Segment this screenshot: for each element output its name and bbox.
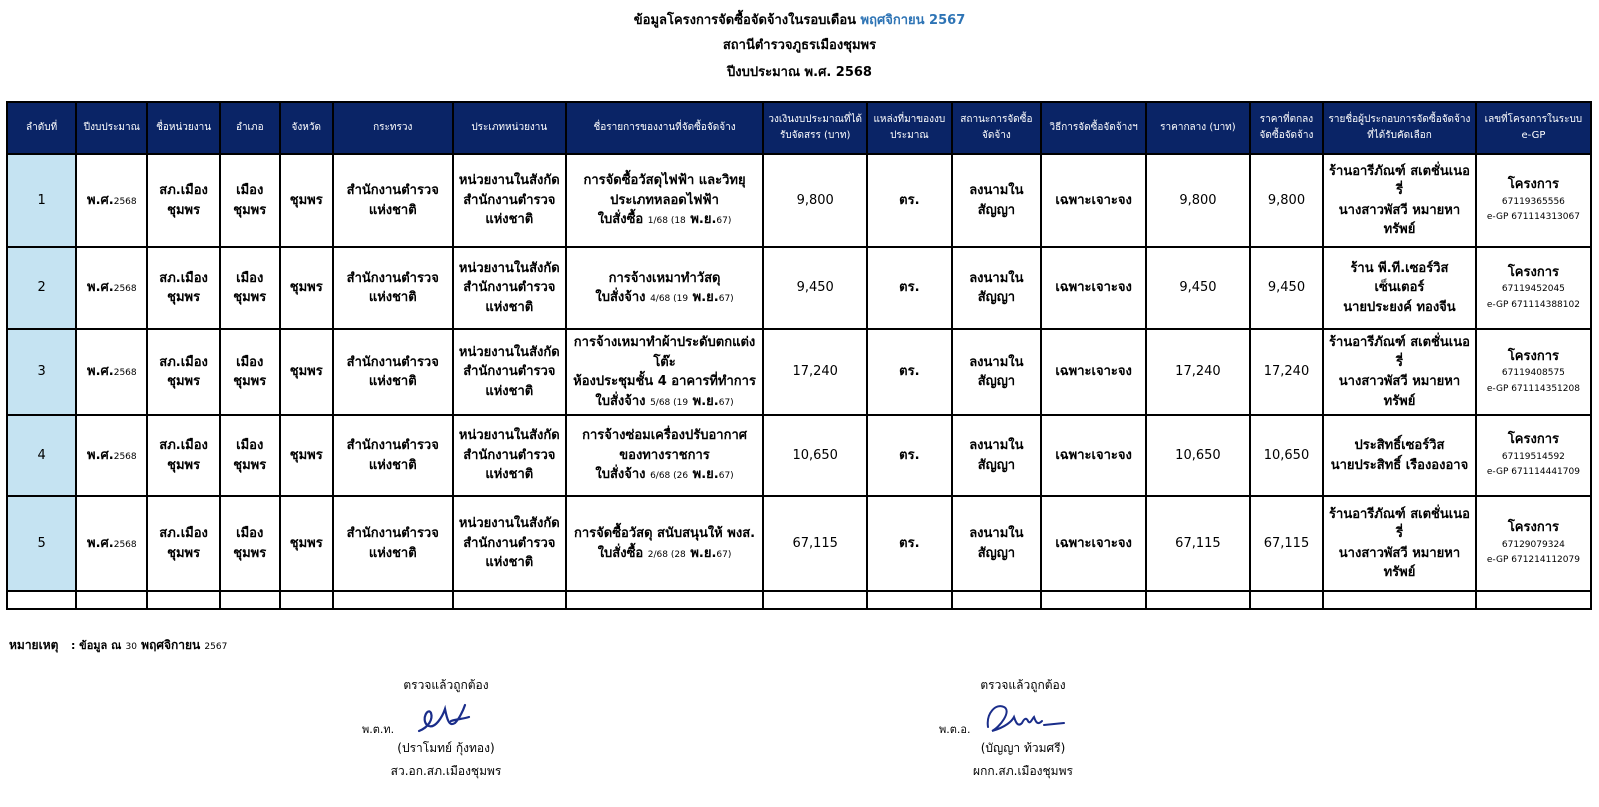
cell-status: ลงนามในสัญญา (952, 247, 1042, 329)
egp-contract-no: e-GP 671114313067 (1486, 212, 1580, 223)
vendor-name: ร้าน พี.ที.เซอร์วิส เซ็นเตอร์ (1350, 260, 1449, 296)
year-value: 2568 (113, 451, 137, 462)
cell-province: ชุมพร (280, 496, 333, 591)
item-line2: ประเภทหลอดไฟฟ้า (610, 192, 719, 208)
col-header-vendor: รายชื่อผู้ประกอบการจัดซื้อจัดจ้างที่ได้รับคัดเลือก (1323, 102, 1476, 154)
cell-province: ชุมพร (280, 329, 333, 415)
egp-contract-no: e-GP 671114351208 (1486, 383, 1580, 394)
empty-cell (952, 591, 1042, 609)
cell-agency-type: หน่วยงานในสังกัดสำนักงานตำรวจแห่งชาติ (453, 496, 566, 591)
order-tail: 67) (718, 471, 734, 482)
vendor-contact: นางสาวพัสวี หมายหาทรัพย์ (1338, 202, 1461, 237)
col-header-budget: วงเงินงบประมาณที่ได้รับจัดสรร (บาท) (763, 102, 867, 154)
footnote-label: หมายเหตุ (9, 638, 59, 652)
egp-project-no: 67129079324 (1501, 539, 1565, 550)
year-value: 2568 (113, 368, 137, 379)
cell-egp (1476, 496, 1591, 591)
cell-item (566, 154, 763, 247)
cell-median-price: 17,240 (1146, 329, 1250, 415)
cell-item (566, 329, 763, 415)
egp-label: โครงการ (1507, 432, 1559, 448)
cell-source: ตร. (867, 496, 951, 591)
cell-agency-type: หน่วยงานในสังกัดสำนักงานตำรวจแห่งชาติ (453, 329, 566, 415)
cell-province: ชุมพร (280, 247, 333, 329)
empty-cell (7, 591, 76, 609)
fiscal-year: ปีงบประมาณ พ.ศ. 2568 (727, 65, 872, 80)
cell-district: เมืองชุมพร (220, 496, 280, 591)
egp-contract-no: e-GP 671114388102 (1486, 299, 1580, 310)
signature-2-verified: ตรวจแล้วถูกต้อง (980, 678, 1066, 692)
signature-1-verified: ตรวจแล้วถูกต้อง (403, 678, 489, 692)
order-month: พ.ย. (692, 467, 719, 483)
order-no: 4/68 (19 (650, 294, 689, 304)
empty-cell (867, 591, 951, 609)
order-month: พ.ย. (692, 393, 719, 409)
table-row-empty (7, 591, 1591, 609)
cell-status: ลงนามในสัญญา (952, 329, 1042, 415)
vendor-name: ร้านอารีภัณฑ์ สเตชั่นเนอรี่ (1329, 335, 1470, 370)
report-month: พฤศจิกายน 2567 (860, 13, 966, 28)
cell-method: เฉพาะเจาะจง (1041, 154, 1146, 247)
cell-unit: สภ.เมืองชุมพร (147, 154, 219, 247)
order-no: 1/68 (18 (647, 216, 686, 227)
empty-cell (1323, 591, 1476, 609)
cell-district: เมืองชุมพร (220, 154, 280, 247)
egp-contract-no: e-GP 671114441709 (1486, 467, 1580, 478)
col-header-status: สถานะการจัดซื้อจัดจ้าง (952, 102, 1042, 154)
cell-status: ลงนามในสัญญา (952, 415, 1042, 496)
egp-label: โครงการ (1507, 520, 1559, 536)
cell-median-price: 9,800 (1146, 154, 1250, 247)
egp-label: โครงการ (1507, 348, 1559, 364)
empty-cell (147, 591, 219, 609)
col-header-district: อำเภอ (220, 102, 280, 154)
empty-cell (1146, 591, 1250, 609)
col-header-agency-type: ประเภทหน่วยงาน (453, 102, 566, 154)
signature-2-name: (บัญญา ท้วมศรี) (980, 740, 1066, 755)
cell-vendor (1323, 496, 1476, 591)
vendor-name: ร้านอารีภัณฑ์ สเตชั่นเนอรี่ (1329, 506, 1470, 541)
cell-ministry: สำนักงานตำรวจแห่งชาติ (333, 415, 453, 496)
cell-item (566, 247, 763, 329)
cell-source: ตร. (867, 247, 951, 329)
cell-egp (1476, 154, 1591, 247)
cell-budget: 9,450 (763, 247, 867, 329)
cell-method: เฉพาะเจาะจง (1041, 415, 1146, 496)
col-header-source: แหล่งที่มาของงบประมาณ (867, 102, 951, 154)
item-line2: ของทางราชการ (619, 447, 710, 463)
order-no: 2/68 (28 (647, 549, 686, 560)
report-title-prefix: ข้อมูลโครงการจัดซื้อจัดจ้างในรอบเดือน (633, 13, 857, 28)
signature-2-rank: พ.ต.อ. (939, 723, 971, 736)
col-header-method: วิธีการจัดซื้อจัดจ้างฯ (1041, 102, 1146, 154)
egp-project-no: 67119514592 (1501, 451, 1565, 462)
year-prefix: พ.ศ. (87, 280, 114, 296)
cell-method: เฉพาะเจาะจง (1041, 247, 1146, 329)
signature-2-position: ผกก.สภ.เมืองชุมพร (973, 763, 1073, 778)
col-header-egp: เลขที่โครงการในระบบ e-GP (1476, 102, 1591, 154)
footnote-month: พฤศจิกายน (141, 638, 201, 652)
cell-agreed-price: 9,800 (1250, 154, 1323, 247)
order-no: 5/68 (19 (650, 397, 689, 408)
cell-year (76, 329, 147, 415)
cell-vendor (1323, 247, 1476, 329)
empty-cell (453, 591, 566, 609)
signature-block-2 (937, 674, 1109, 782)
order-tail: 67) (716, 216, 732, 227)
table-row (7, 329, 1591, 415)
cell-district: เมืองชุมพร (220, 247, 280, 329)
cell-agency-type: หน่วยงานในสังกัดสำนักงานตำรวจแห่งชาติ (453, 247, 566, 329)
cell-agreed-price: 10,650 (1250, 415, 1323, 496)
signature-1-rank: พ.ต.ท. (362, 723, 395, 736)
year-prefix: พ.ศ. (87, 535, 114, 551)
report-title (0, 9, 1599, 30)
cell-item (566, 415, 763, 496)
cell-year (76, 247, 147, 329)
procurement-table (6, 101, 1592, 610)
col-header-province: จังหวัด (280, 102, 333, 154)
empty-cell (1476, 591, 1591, 609)
order-tail: 67) (718, 294, 734, 304)
vendor-name: ร้านอารีภัณฑ์ สเตชั่นเนอรี่ (1329, 163, 1470, 198)
year-prefix: พ.ศ. (87, 192, 114, 208)
table-row (7, 415, 1591, 496)
cell-budget: 17,240 (763, 329, 867, 415)
cell-year (76, 496, 147, 591)
item-line1: การจัดซื้อวัสดุ สนับสนุนให้ พงส. (574, 526, 756, 541)
cell-median-price: 10,650 (1146, 415, 1250, 496)
table-row (7, 496, 1591, 591)
station-name: สถานีตำรวจภูธรเมืองชุมพร (722, 38, 877, 53)
egp-project-no: 67119365556 (1501, 196, 1565, 207)
cell-median-price: 9,450 (1146, 247, 1250, 329)
cell-budget: 10,650 (763, 415, 867, 496)
year-value: 2568 (113, 539, 137, 550)
cell-province: ชุมพร (280, 154, 333, 247)
empty-cell (1041, 591, 1146, 609)
cell-ministry: สำนักงานตำรวจแห่งชาติ (333, 247, 453, 329)
order-month: พ.ย. (690, 545, 717, 561)
cell-index: 4 (7, 415, 76, 496)
cell-item (566, 496, 763, 591)
cell-index: 3 (7, 329, 76, 415)
footnote (9, 636, 227, 655)
cell-method: เฉพาะเจาะจง (1041, 496, 1146, 591)
cell-agency-type: หน่วยงานในสังกัดสำนักงานตำรวจแห่งชาติ (453, 154, 566, 247)
order-month: พ.ย. (692, 290, 719, 305)
egp-label: โครงการ (1507, 264, 1559, 280)
cell-budget: 9,800 (763, 154, 867, 247)
cell-budget: 67,115 (763, 496, 867, 591)
cell-index: 1 (7, 154, 76, 247)
vendor-name: ประสิทธิ์เซอร์วิส (1354, 438, 1445, 453)
col-header-year: ปีงบประมาณ (76, 102, 147, 154)
cell-index: 5 (7, 496, 76, 591)
cell-province: ชุมพร (280, 415, 333, 496)
cell-vendor (1323, 154, 1476, 247)
cell-egp (1476, 415, 1591, 496)
vendor-contact: นายประยงค์ ทองจีน (1343, 299, 1456, 315)
order-label: ใบสั่งจ้าง (595, 393, 646, 409)
year-value: 2568 (113, 196, 137, 207)
footnote-prefix: : ข้อมูล ณ (70, 639, 122, 652)
vendor-contact: นางสาวพัสวี หมายหาทรัพย์ (1338, 545, 1461, 580)
cell-agreed-price: 9,450 (1250, 247, 1323, 329)
signature-2-handwriting (978, 697, 1068, 737)
empty-cell (566, 591, 763, 609)
order-no: 6/68 (26 (650, 471, 689, 482)
cell-ministry: สำนักงานตำรวจแห่งชาติ (333, 329, 453, 415)
empty-cell (333, 591, 453, 609)
cell-agreed-price: 17,240 (1250, 329, 1323, 415)
cell-ministry: สำนักงานตำรวจแห่งชาติ (333, 154, 453, 247)
item-line1: การจ้างเหมาทำวัสดุ (608, 270, 721, 286)
vendor-contact: นางสาวพัสวี หมายหาทรัพย์ (1338, 374, 1461, 409)
vendor-contact: นายประสิทธิ์ เรืององอาจ (1330, 457, 1469, 473)
egp-project-no: 67119408575 (1501, 368, 1565, 379)
cell-year (76, 154, 147, 247)
col-header-unit: ชื่อหน่วยงาน (147, 102, 219, 154)
cell-year (76, 415, 147, 496)
cell-unit: สภ.เมืองชุมพร (147, 329, 219, 415)
cell-vendor (1323, 415, 1476, 496)
cell-source: ตร. (867, 329, 951, 415)
order-month: พ.ย. (690, 212, 717, 228)
egp-contract-no: e-GP 671214112079 (1486, 555, 1580, 566)
cell-ministry: สำนักงานตำรวจแห่งชาติ (333, 496, 453, 591)
order-label: ใบสั่งจ้าง (595, 467, 646, 483)
cell-unit: สภ.เมืองชุมพร (147, 415, 219, 496)
col-header-median-price: ราคากลาง (บาท) (1146, 102, 1250, 154)
year-value: 2568 (113, 284, 137, 295)
cell-vendor (1323, 329, 1476, 415)
empty-cell (1250, 591, 1323, 609)
col-header-agreed-price: ราคาที่ตกลงจัดซื้อจัดจ้าง (1250, 102, 1323, 154)
cell-median-price: 67,115 (1146, 496, 1250, 591)
col-header-item: ชื่อรายการของงานที่จัดซื้อจัดจ้าง (566, 102, 763, 154)
empty-cell (763, 591, 867, 609)
egp-label: โครงการ (1507, 177, 1559, 193)
order-tail: 67) (716, 549, 732, 560)
col-header-index: ลำดับที่ (7, 102, 76, 154)
signature-1-handwriting (411, 697, 481, 737)
order-tail: 67) (718, 397, 734, 408)
item-line2: ห้องประชุมชั้น 4 อาคารที่ทำการ (573, 374, 756, 389)
cell-unit: สภ.เมืองชุมพร (147, 496, 219, 591)
year-prefix: พ.ศ. (87, 364, 114, 380)
col-header-ministry: กระทรวง (333, 102, 453, 154)
item-line1: การจ้างเหมาทำผ้าประดับตกแต่งโต๊ะ (573, 335, 756, 370)
signature-1-position: สว.อก.สภ.เมืองชุมพร (390, 763, 502, 778)
cell-status: ลงนามในสัญญา (952, 496, 1042, 591)
cell-district: เมืองชุมพร (220, 329, 280, 415)
cell-source: ตร. (867, 415, 951, 496)
empty-cell (76, 591, 147, 609)
cell-egp (1476, 329, 1591, 415)
cell-method: เฉพาะเจาะจง (1041, 329, 1146, 415)
empty-cell (220, 591, 280, 609)
cell-egp (1476, 247, 1591, 329)
year-prefix: พ.ศ. (87, 447, 114, 463)
cell-source: ตร. (867, 154, 951, 247)
cell-unit: สภ.เมืองชุมพร (147, 247, 219, 329)
order-label: ใบสั่งซื้อ (597, 545, 644, 561)
empty-cell (280, 591, 333, 609)
table-row (7, 247, 1591, 329)
cell-status: ลงนามในสัญญา (952, 154, 1042, 247)
signature-1-name: (ปราโมทย์ กุ้งทอง) (397, 740, 495, 755)
table-row (7, 154, 1591, 247)
egp-project-no: 67119452045 (1501, 284, 1565, 295)
cell-index: 2 (7, 247, 76, 329)
cell-district: เมืองชุมพร (220, 415, 280, 496)
footnote-year: 2567 (204, 642, 228, 652)
cell-agency-type: หน่วยงานในสังกัดสำนักงานตำรวจแห่งชาติ (453, 415, 566, 496)
order-label: ใบสั่งซื้อ (597, 212, 644, 228)
item-line1: การจัดซื้อวัสดุไฟฟ้า และวิทยุ (583, 173, 746, 189)
order-label: ใบสั่งจ้าง (595, 290, 646, 305)
cell-agreed-price: 67,115 (1250, 496, 1323, 591)
signature-block-1 (360, 674, 532, 782)
table-header-row (7, 102, 1591, 154)
item-line1: การจ้างซ่อมเครื่องปรับอากาศ (582, 428, 747, 444)
footnote-day: 30 (125, 642, 137, 652)
